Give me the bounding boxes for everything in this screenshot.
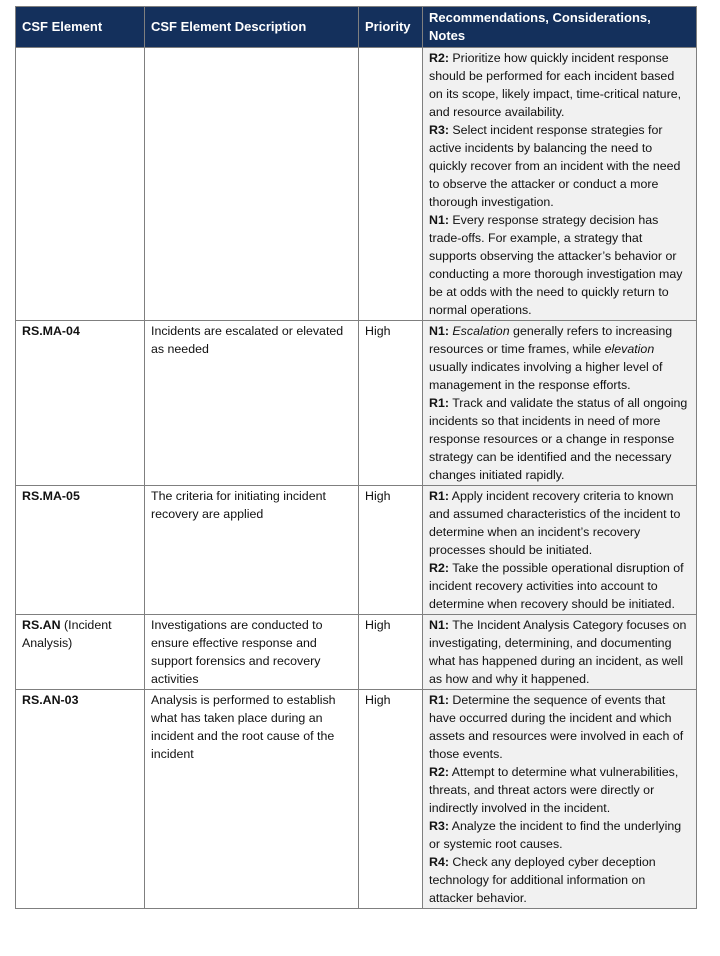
notes-cell	[423, 690, 697, 909]
csf-element-cell: RS.MA-04	[16, 321, 145, 486]
table-row	[16, 690, 697, 909]
note-item: N1: The Incident Analysis Category focuses on investigating, determining, and documenting what has happened during an incident, as well as how and why it happened.	[429, 618, 687, 686]
priority-cell: High	[359, 615, 423, 690]
note-item: R2: Prioritize how quickly incident response should be performed for each incident based on its scope, likely impact, time-critical nature, and resource availability.	[429, 51, 682, 119]
note-item: R1: Determine the sequence of events that have occurred during the incident and which assets and resources were involved in each of those events.	[429, 693, 684, 761]
header-csf-element: CSF Element	[16, 7, 145, 48]
note-item: R1: Track and validate the status of all ongoing incidents so that incidents in need of more response resources or a change in response strategy can be identified and the necessary changes initiated rapidly.	[429, 396, 688, 482]
table-header-row	[16, 7, 697, 48]
table-row	[16, 321, 697, 486]
note-item: R4: Check any deployed cyber deception technology for additional information on attacker behavior.	[429, 855, 656, 905]
csf-element-cell: RS.MA-05	[16, 486, 145, 615]
note-item: R3: Select incident response strategies for active incidents by balancing the need to quickly recover from an incident with the need to observe the attacker or conduct a more thorough investigation.	[429, 123, 681, 209]
notes-cell	[423, 321, 697, 486]
csf-element-cell	[16, 48, 145, 321]
table-row	[16, 486, 697, 615]
note-item: R1: Apply incident recovery criteria to known and assumed characteristics of the incident to determine when an incident’s recovery processes should be initiated.	[429, 489, 681, 557]
description-cell: Analysis is performed to establish what has taken place during an incident and the root cause of the incident	[145, 690, 359, 909]
table-row	[16, 48, 697, 321]
header-priority: Priority	[359, 7, 423, 48]
csf-table	[15, 6, 697, 909]
csf-element-cell: RS.AN (Incident Analysis)	[16, 615, 145, 690]
notes-cell	[423, 48, 697, 321]
priority-cell: High	[359, 690, 423, 909]
csf-element-cell: RS.AN-03	[16, 690, 145, 909]
description-cell: Incidents are escalated or elevated as needed	[145, 321, 359, 486]
priority-cell	[359, 48, 423, 321]
note-item: N1: Escalation generally refers to increasing resources or time frames, while elevation usually indicates involving a higher level of management in the response efforts.	[429, 324, 673, 392]
note-item: R3: Analyze the incident to find the underlying or systemic root causes.	[429, 819, 682, 851]
notes-cell	[423, 615, 697, 690]
description-cell: Investigations are conducted to ensure effective response and support forensics and recovery activities	[145, 615, 359, 690]
priority-cell: High	[359, 486, 423, 615]
priority-cell: High	[359, 321, 423, 486]
note-item: N1: Every response strategy decision has trade-offs. For example, a strategy that supports observing the attacker’s behavior or conducting a more thorough investigation may be at odds with the need to quickly return to normal operations.	[429, 213, 683, 317]
note-item: R2: Attempt to determine what vulnerabilities, threats, and threat actors were directly or indirectly involved in the incident.	[429, 765, 679, 815]
notes-cell	[423, 486, 697, 615]
description-cell: The criteria for initiating incident recovery are applied	[145, 486, 359, 615]
header-description: CSF Element Description	[145, 7, 359, 48]
description-cell	[145, 48, 359, 321]
note-item: R2: Take the possible operational disruption of incident recovery activities into account to determine when recovery should be initiated.	[429, 561, 684, 611]
header-notes: Recommendations, Considerations, Notes	[423, 7, 697, 48]
table-row	[16, 615, 697, 690]
